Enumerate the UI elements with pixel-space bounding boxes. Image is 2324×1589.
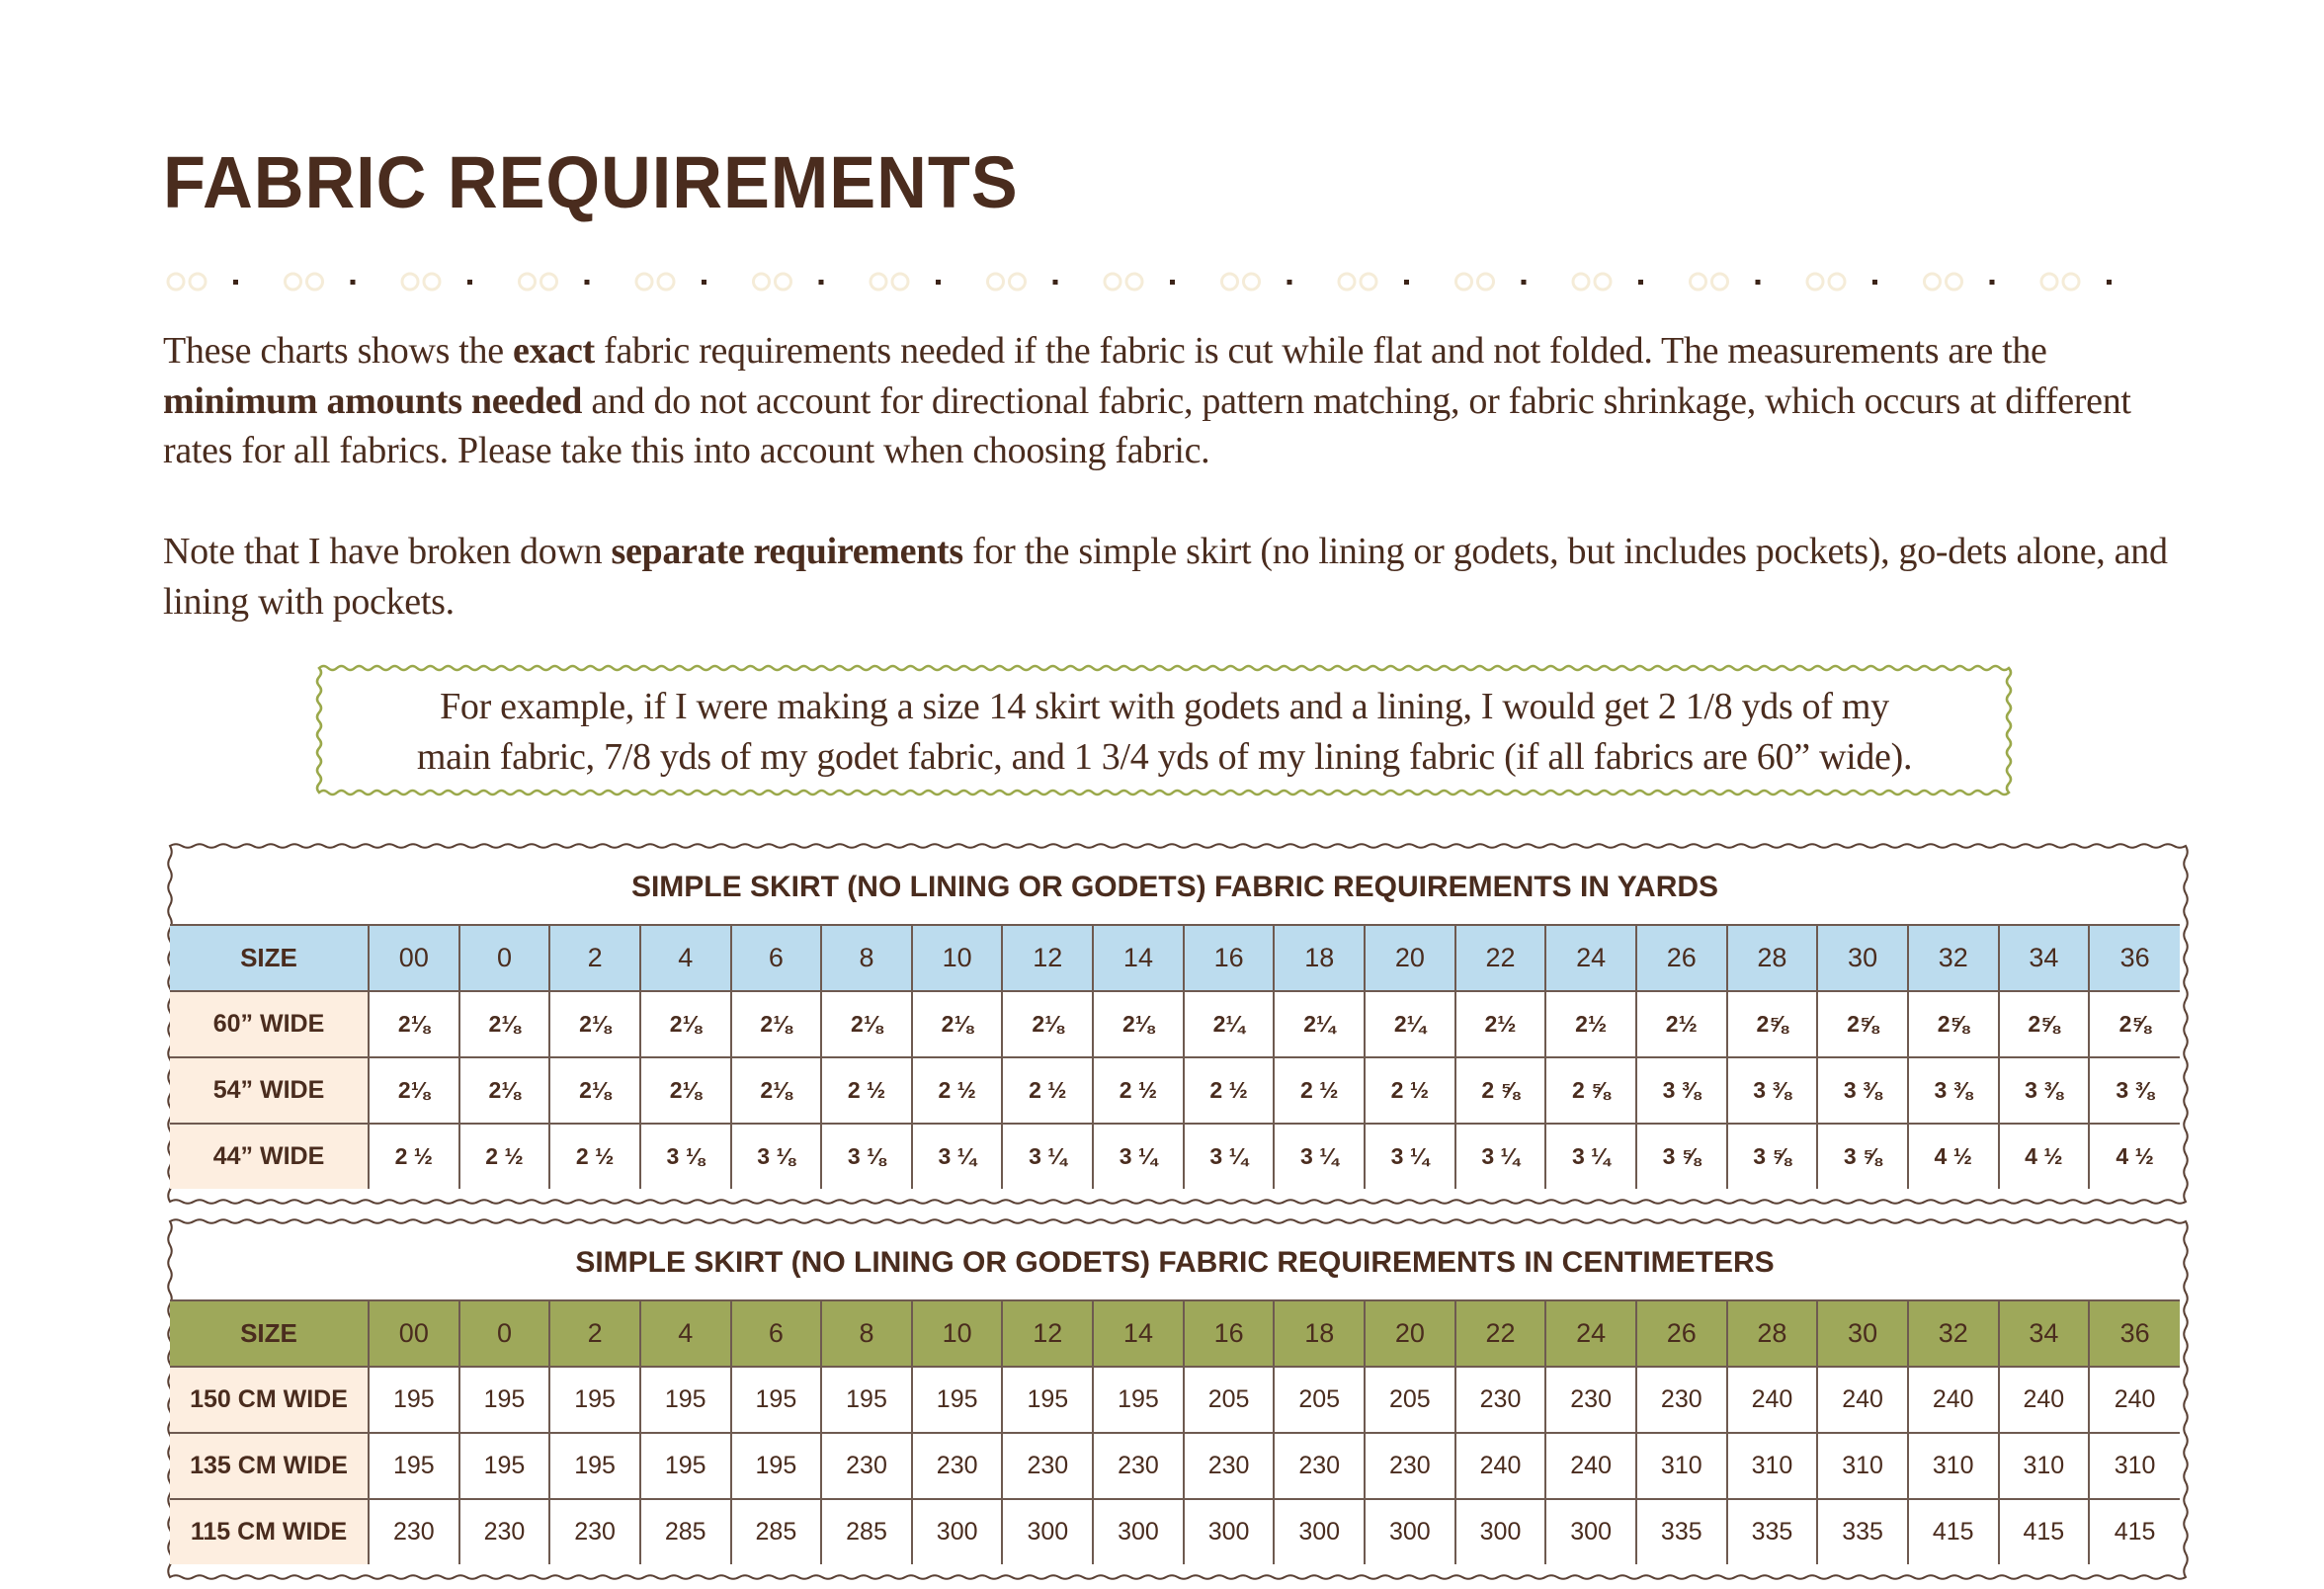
paragraph-text: for the simple skirt (no lining or godets, but includes pockets), go-dets alone, and lining with pockets.: [163, 531, 2168, 623]
intro-paragraph-2: [163, 527, 2169, 627]
requirement-cell: 2½: [1545, 991, 1636, 1057]
requirement-cell: 195: [1093, 1367, 1184, 1433]
requirement-cell: 2 ½: [1274, 1057, 1365, 1124]
requirement-cell: 300: [1274, 1499, 1365, 1564]
page-title: FABRIC REQUIREMENTS: [163, 141, 1019, 223]
centimeters-table: [170, 1221, 2180, 1573]
ornament-icon: [871, 274, 908, 290]
ornament-icon: [1456, 274, 1494, 290]
requirement-cell: 195: [912, 1367, 1003, 1433]
size-column-header: 18: [1274, 1300, 1365, 1367]
requirement-cell: 205: [1274, 1367, 1365, 1433]
requirement-cell: 230: [1636, 1367, 1727, 1433]
requirement-cell: 300: [1545, 1499, 1636, 1564]
requirement-cell: 230: [912, 1433, 1003, 1499]
requirement-cell: 310: [1817, 1433, 1908, 1499]
callout-line-2: main fabric, 7/8 yds of my godet fabric, and 1 3/4 yds of my lining fabric (if all fabrics are 60” wide).: [416, 736, 1913, 778]
yards-table: [170, 846, 2180, 1198]
size-column-header: 0: [459, 925, 550, 991]
requirement-cell: 195: [731, 1367, 822, 1433]
requirement-cell: 2 ½: [912, 1057, 1003, 1124]
width-label: 54” WIDE: [170, 1057, 369, 1124]
divider-dot: [467, 280, 472, 285]
size-column-header: 30: [1817, 1300, 1908, 1367]
requirement-cell: 205: [1365, 1367, 1455, 1433]
ornament-icon: [286, 274, 323, 290]
table-row: [170, 1124, 2180, 1189]
requirement-cell: 240: [1908, 1367, 1999, 1433]
size-column-header: 4: [640, 1300, 731, 1367]
size-column-header: 34: [1999, 925, 2090, 991]
requirement-cell: 2⅛: [549, 1057, 640, 1124]
requirement-cell: 205: [1184, 1367, 1275, 1433]
requirement-cell: 3 ¼: [1093, 1124, 1184, 1189]
size-column-header: 12: [1002, 925, 1093, 991]
requirement-cell: 300: [1455, 1499, 1546, 1564]
size-column-header: 36: [2089, 925, 2180, 991]
requirement-cell: 335: [1817, 1499, 1908, 1564]
ornament-icon: [1807, 274, 1845, 290]
ornament-icon: [1691, 274, 1728, 290]
header-row: [170, 925, 2180, 991]
requirement-cell: 3 ⅜: [1817, 1057, 1908, 1124]
requirement-cell: 195: [640, 1367, 731, 1433]
requirement-cell: 4 ½: [2089, 1124, 2180, 1189]
requirement-cell: 3 ⅜: [1999, 1057, 2090, 1124]
requirement-cell: 3 ¼: [1365, 1124, 1455, 1189]
size-header: SIZE: [170, 1300, 369, 1367]
requirement-cell: 300: [1184, 1499, 1275, 1564]
size-column-header: 32: [1908, 1300, 1999, 1367]
divider-dot: [233, 280, 238, 285]
yards-grid: [170, 924, 2180, 1189]
requirement-cell: 4 ½: [1908, 1124, 1999, 1189]
requirement-cell: 2⅛: [912, 991, 1003, 1057]
requirement-cell: 2⅛: [1093, 991, 1184, 1057]
requirement-cell: 195: [821, 1367, 912, 1433]
size-column-header: 14: [1093, 925, 1184, 991]
table-row: [170, 1499, 2180, 1564]
size-column-header: 2: [549, 1300, 640, 1367]
requirement-cell: 3 ¼: [912, 1124, 1003, 1189]
requirement-cell: 240: [1545, 1433, 1636, 1499]
requirement-cell: 2¼: [1184, 991, 1275, 1057]
size-column-header: 8: [821, 1300, 912, 1367]
requirement-cell: 310: [1727, 1433, 1818, 1499]
ornament-icon: [1573, 274, 1611, 290]
requirement-cell: 300: [1365, 1499, 1455, 1564]
requirement-cell: 3 ⅝: [1727, 1124, 1818, 1189]
ornament-icon: [402, 274, 440, 290]
size-column-header: 4: [640, 925, 731, 991]
requirement-cell: 300: [912, 1499, 1003, 1564]
requirement-cell: 3 ⅜: [1636, 1057, 1727, 1124]
size-column-header: 10: [912, 1300, 1003, 1367]
size-column-header: 32: [1908, 925, 1999, 991]
size-column-header: 26: [1636, 925, 1727, 991]
requirement-cell: 2 ½: [459, 1124, 550, 1189]
requirement-cell: 310: [1999, 1433, 2090, 1499]
ornament-icon: [168, 274, 206, 290]
size-column-header: 30: [1817, 925, 1908, 991]
width-label: 115 CM WIDE: [170, 1499, 369, 1564]
requirement-cell: 2 ⅝: [1455, 1057, 1546, 1124]
requirement-cell: 2¼: [1365, 991, 1455, 1057]
divider-dot: [1170, 280, 1175, 285]
requirement-cell: 285: [731, 1499, 822, 1564]
size-column-header: 16: [1184, 925, 1275, 991]
emphasis-text: separate requirements: [611, 531, 963, 572]
emphasis-text: exact: [513, 330, 595, 372]
requirement-cell: 4 ½: [1999, 1124, 2090, 1189]
centimeters-table-title: SIMPLE SKIRT (NO LINING OR GODETS) FABRIC REQUIREMENTS IN CENTIMETERS: [575, 1246, 1775, 1279]
emphasis-text: minimum amounts needed: [163, 379, 583, 422]
requirement-cell: 2⅛: [369, 1057, 459, 1124]
size-column-header: 28: [1727, 925, 1818, 991]
yards-table-title: SIMPLE SKIRT (NO LINING OR GODETS) FABRIC REQUIREMENTS IN YARDS: [630, 871, 1719, 903]
width-label: 135 CM WIDE: [170, 1433, 369, 1499]
requirement-cell: 195: [549, 1367, 640, 1433]
divider-dot: [1053, 280, 1058, 285]
table-row: [170, 991, 2180, 1057]
requirement-cell: 3 ¼: [1545, 1124, 1636, 1189]
requirement-cell: 240: [1999, 1367, 2090, 1433]
requirement-cell: 2⅛: [459, 1057, 550, 1124]
size-column-header: 00: [369, 1300, 459, 1367]
size-column-header: 36: [2089, 1300, 2180, 1367]
size-column-header: 28: [1727, 1300, 1818, 1367]
requirement-cell: 3 ⅝: [1817, 1124, 1908, 1189]
size-column-header: 26: [1636, 1300, 1727, 1367]
requirement-cell: 195: [369, 1367, 459, 1433]
requirement-cell: 240: [1455, 1433, 1546, 1499]
requirement-cell: 3 ⅛: [821, 1124, 912, 1189]
divider-dot: [1756, 280, 1761, 285]
requirement-cell: 230: [1455, 1367, 1546, 1433]
requirement-cell: 195: [731, 1433, 822, 1499]
ornament-icon: [1105, 274, 1142, 290]
ornament-icon: [988, 274, 1026, 290]
paragraph-text: fabric requirements needed if the fabric is cut while flat and not folded. The measurements are the: [594, 330, 2047, 372]
requirement-cell: 195: [369, 1433, 459, 1499]
size-header: SIZE: [170, 925, 369, 991]
size-column-header: 10: [912, 925, 1003, 991]
size-column-header: 6: [731, 925, 822, 991]
requirement-cell: 2 ½: [549, 1124, 640, 1189]
table-row: [170, 1367, 2180, 1433]
requirement-cell: 195: [549, 1433, 640, 1499]
paragraph-text: Note that I have broken down: [163, 531, 612, 572]
divider-dot: [1522, 280, 1527, 285]
requirement-cell: 2⅛: [821, 991, 912, 1057]
size-column-header: 8: [821, 925, 912, 991]
ornament-icon: [1222, 274, 1260, 290]
divider-dot: [936, 280, 941, 285]
requirement-cell: 230: [459, 1499, 550, 1564]
ornament-icon: [2041, 274, 2079, 290]
requirement-cell: 335: [1636, 1499, 1727, 1564]
requirement-cell: 3 ¼: [1184, 1124, 1275, 1189]
ornament-icon: [636, 274, 674, 290]
requirement-cell: 2⅛: [731, 1057, 822, 1124]
size-column-header: 24: [1545, 925, 1636, 991]
requirement-cell: 310: [2089, 1433, 2180, 1499]
requirement-cell: 195: [459, 1433, 550, 1499]
size-column-header: 22: [1455, 925, 1546, 991]
requirement-cell: 3 ⅝: [1636, 1124, 1727, 1189]
requirement-cell: 3 ¼: [1002, 1124, 1093, 1189]
requirement-cell: 3 ¼: [1274, 1124, 1365, 1189]
size-column-header: 24: [1545, 1300, 1636, 1367]
requirement-cell: 285: [821, 1499, 912, 1564]
requirement-cell: 2¼: [1274, 991, 1365, 1057]
requirement-cell: 230: [1002, 1433, 1093, 1499]
requirement-cell: 3 ⅛: [640, 1124, 731, 1189]
requirement-cell: 2½: [1455, 991, 1546, 1057]
ornament-icon: [1339, 274, 1376, 290]
requirement-cell: 230: [821, 1433, 912, 1499]
size-column-header: 14: [1093, 1300, 1184, 1367]
ornament-icon: [754, 274, 791, 290]
divider-dot: [2107, 280, 2112, 285]
requirement-cell: 230: [1365, 1433, 1455, 1499]
requirement-cell: 3 ⅜: [1908, 1057, 1999, 1124]
width-label: 150 CM WIDE: [170, 1367, 369, 1433]
size-column-header: 0: [459, 1300, 550, 1367]
requirement-cell: 240: [2089, 1367, 2180, 1433]
requirement-cell: 230: [1545, 1367, 1636, 1433]
requirement-cell: 240: [1817, 1367, 1908, 1433]
divider-dot: [351, 280, 356, 285]
requirement-cell: 230: [1274, 1433, 1365, 1499]
centimeters-grid: [170, 1299, 2180, 1564]
ornament-icon: [1925, 274, 1962, 290]
requirement-cell: 3 ⅛: [731, 1124, 822, 1189]
width-label: 44” WIDE: [170, 1124, 369, 1189]
decorative-divider: [166, 267, 2152, 296]
intro-paragraph-1: [163, 326, 2169, 476]
requirement-cell: 2⅛: [640, 1057, 731, 1124]
callout-line-1: For example, if I were making a size 14 skirt with godets and a lining, I would get 2 1/8 yds of my: [440, 686, 1889, 727]
size-column-header: 34: [1999, 1300, 2090, 1367]
requirement-cell: 300: [1002, 1499, 1093, 1564]
requirement-cell: 415: [2089, 1499, 2180, 1564]
example-callout: [311, 660, 2018, 800]
requirement-cell: 2⅝: [1908, 991, 1999, 1057]
size-column-header: 20: [1365, 925, 1455, 991]
requirement-cell: 310: [1636, 1433, 1727, 1499]
requirement-cell: 230: [1093, 1433, 1184, 1499]
requirement-cell: 2⅛: [459, 991, 550, 1057]
size-column-header: 2: [549, 925, 640, 991]
size-column-header: 18: [1274, 925, 1365, 991]
requirement-cell: 2⅛: [369, 991, 459, 1057]
size-column-header: 6: [731, 1300, 822, 1367]
divider-dot: [819, 280, 824, 285]
requirement-cell: 230: [369, 1499, 459, 1564]
size-column-header: 16: [1184, 1300, 1275, 1367]
divider-dot: [702, 280, 706, 285]
size-column-header: 00: [369, 925, 459, 991]
requirement-cell: 2 ½: [1002, 1057, 1093, 1124]
table-row: [170, 1057, 2180, 1124]
requirement-cell: 2 ½: [1365, 1057, 1455, 1124]
requirement-cell: 230: [549, 1499, 640, 1564]
size-column-header: 20: [1365, 1300, 1455, 1367]
requirement-cell: 195: [640, 1433, 731, 1499]
requirement-cell: 240: [1727, 1367, 1818, 1433]
requirement-cell: 195: [459, 1367, 550, 1433]
size-column-header: 22: [1455, 1300, 1546, 1367]
requirement-cell: 2 ½: [369, 1124, 459, 1189]
requirement-cell: 2 ½: [1184, 1057, 1275, 1124]
header-row: [170, 1300, 2180, 1367]
divider-dot: [1638, 280, 1643, 285]
requirement-cell: 195: [1002, 1367, 1093, 1433]
divider-dot: [1404, 280, 1409, 285]
requirement-cell: 2 ½: [821, 1057, 912, 1124]
requirement-cell: 2 ⅝: [1545, 1057, 1636, 1124]
divider-dot: [585, 280, 590, 285]
requirement-cell: 2⅛: [1002, 991, 1093, 1057]
requirement-cell: 2⅛: [549, 991, 640, 1057]
requirement-cell: 310: [1908, 1433, 1999, 1499]
requirement-cell: 2⅝: [1817, 991, 1908, 1057]
requirement-cell: 2½: [1636, 991, 1727, 1057]
paragraph-text: and do not account for directional fabric, pattern matching, or fabric shrinkage, which occurs at different rates for all fabrics. Please take this into account when choosing fabric.: [163, 379, 2131, 471]
paragraph-text: These charts shows the: [163, 330, 514, 372]
requirement-cell: 3 ⅜: [1727, 1057, 1818, 1124]
divider-dot: [1287, 280, 1292, 285]
divider-dot: [1990, 280, 1995, 285]
requirement-cell: 2⅛: [731, 991, 822, 1057]
divider-dot: [1872, 280, 1877, 285]
requirement-cell: 2⅛: [640, 991, 731, 1057]
requirement-cell: 300: [1093, 1499, 1184, 1564]
table-row: [170, 1433, 2180, 1499]
requirement-cell: 335: [1727, 1499, 1818, 1564]
requirement-cell: 3 ¼: [1455, 1124, 1546, 1189]
width-label: 60” WIDE: [170, 991, 369, 1057]
requirement-cell: 2⅝: [1999, 991, 2090, 1057]
requirement-cell: 3 ⅜: [2089, 1057, 2180, 1124]
requirement-cell: 2⅝: [2089, 991, 2180, 1057]
requirement-cell: 2 ½: [1093, 1057, 1184, 1124]
size-column-header: 12: [1002, 1300, 1093, 1367]
requirement-cell: 415: [1999, 1499, 2090, 1564]
requirement-cell: 415: [1908, 1499, 1999, 1564]
ornament-icon: [520, 274, 557, 290]
requirement-cell: 2⅝: [1727, 991, 1818, 1057]
requirement-cell: 285: [640, 1499, 731, 1564]
requirement-cell: 230: [1184, 1433, 1275, 1499]
